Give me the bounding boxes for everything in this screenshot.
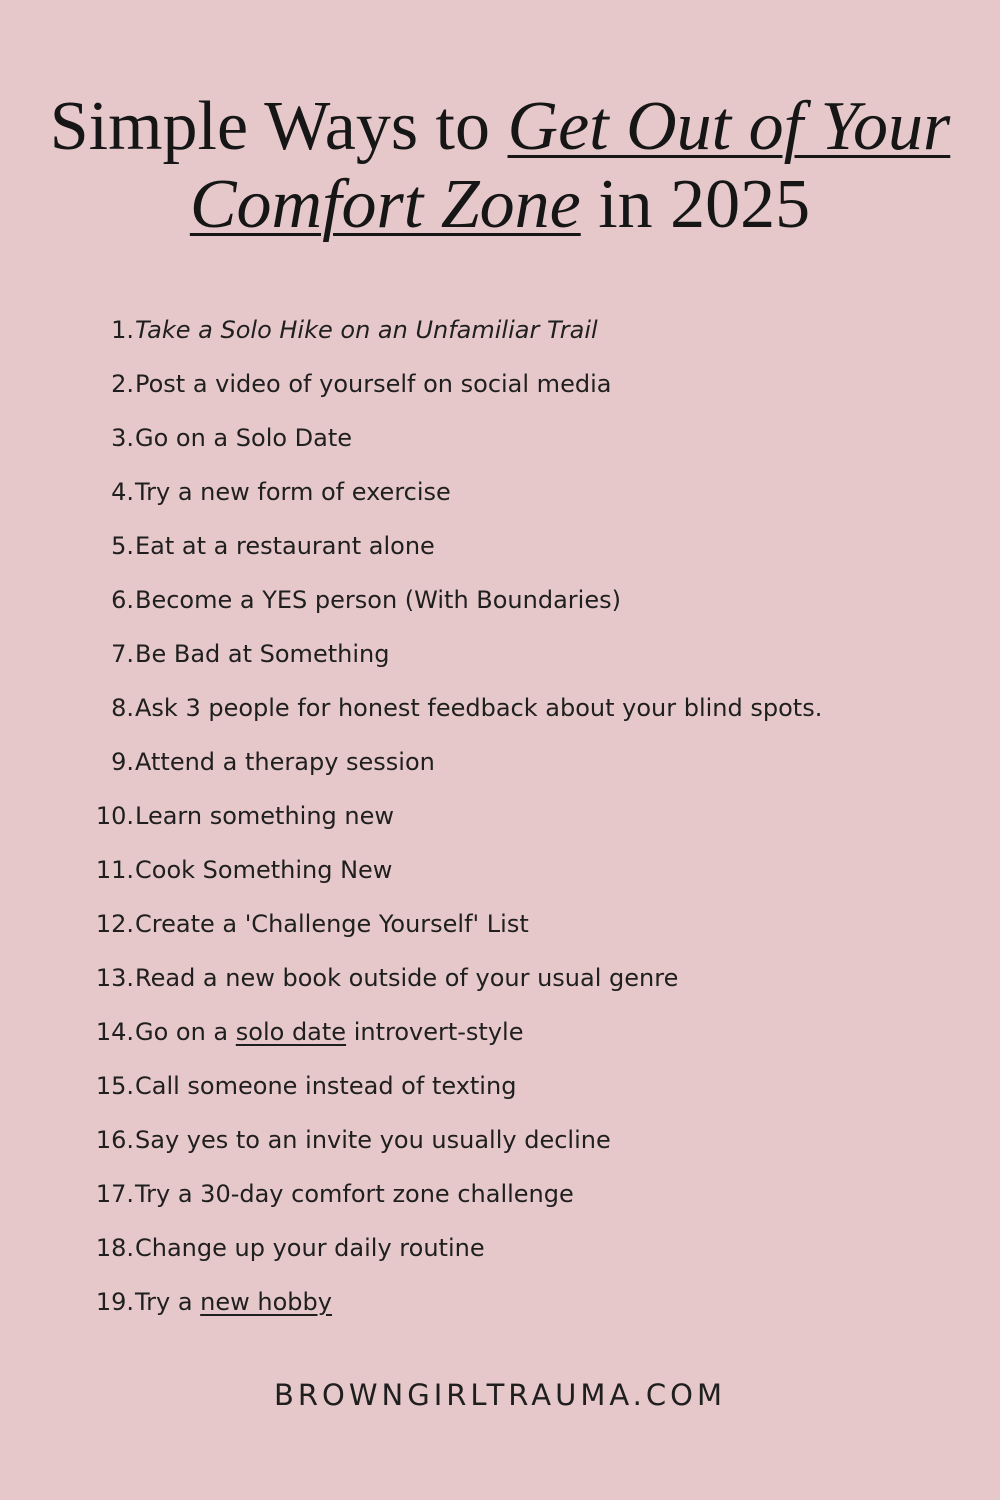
item-text: Be Bad at Something bbox=[135, 640, 390, 668]
list-item bbox=[0, 951, 1000, 1005]
list-item bbox=[0, 1275, 1000, 1329]
item-text bbox=[135, 1005, 523, 1059]
item-number: 7. bbox=[111, 640, 134, 668]
item-number: 9. bbox=[111, 748, 134, 776]
item-number: 10. bbox=[95, 802, 134, 830]
list-item bbox=[0, 681, 1000, 735]
title-emphasis-2: Comfort Zone bbox=[189, 166, 581, 243]
item-number: 11. bbox=[95, 856, 134, 884]
list-item bbox=[0, 519, 1000, 573]
item-text: Post a video of yourself on social media bbox=[135, 370, 612, 398]
title-text-2: in 2025 bbox=[580, 166, 811, 243]
item-number: 12. bbox=[95, 910, 134, 938]
item-text: Try a new form of exercise bbox=[135, 478, 451, 506]
item-number: 8. bbox=[111, 694, 134, 722]
item-text: Attend a therapy session bbox=[135, 748, 435, 776]
item-text: Eat at a restaurant alone bbox=[135, 532, 435, 560]
list-item bbox=[0, 789, 1000, 843]
item-number: 3. bbox=[111, 424, 134, 452]
item-number: 5. bbox=[111, 532, 134, 560]
list-item bbox=[0, 411, 1000, 465]
solo-date-link[interactable]: solo date bbox=[235, 1018, 347, 1046]
item-number: 4. bbox=[111, 478, 134, 506]
item-number: 13. bbox=[95, 964, 134, 992]
item-number: 14. bbox=[95, 1018, 134, 1046]
website-footer: BROWNGIRLTRAUMA.COM bbox=[274, 1378, 726, 1412]
item-text: Say yes to an invite you usually decline bbox=[135, 1126, 611, 1154]
list-item bbox=[0, 1113, 1000, 1167]
item-text: Learn something new bbox=[135, 802, 395, 830]
list-item bbox=[0, 897, 1000, 951]
title-text-1: Simple Ways to bbox=[49, 88, 508, 165]
list-item bbox=[0, 465, 1000, 519]
item-text: Take a Solo Hike on an Unfamiliar Trail bbox=[135, 316, 598, 344]
item-number: 2. bbox=[111, 370, 134, 398]
page-title bbox=[0, 88, 1000, 244]
list-item bbox=[0, 357, 1000, 411]
item-number: 15. bbox=[95, 1072, 134, 1100]
item-number: 6. bbox=[111, 586, 134, 614]
list-item bbox=[0, 735, 1000, 789]
item-text: Call someone instead of texting bbox=[135, 1072, 517, 1100]
list-item bbox=[0, 1167, 1000, 1221]
new-hobby-link[interactable]: new hobby bbox=[200, 1288, 332, 1316]
comfort-zone-list bbox=[0, 303, 1000, 1329]
item-text-prefix: Try a bbox=[135, 1288, 201, 1316]
item-text-suffix: introvert-style bbox=[346, 1018, 524, 1046]
list-item bbox=[0, 843, 1000, 897]
item-text: Cook Something New bbox=[135, 856, 393, 884]
item-text: Create a 'Challenge Yourself' List bbox=[135, 910, 529, 938]
title-emphasis-1: Get Out of Your bbox=[507, 88, 951, 165]
list-item bbox=[0, 1005, 1000, 1059]
item-text bbox=[135, 1275, 332, 1329]
item-text-prefix: Go on a bbox=[135, 1018, 236, 1046]
item-number: 19. bbox=[95, 1288, 134, 1316]
list-item bbox=[0, 627, 1000, 681]
list-item bbox=[0, 573, 1000, 627]
list-item bbox=[0, 1221, 1000, 1275]
item-number: 18. bbox=[95, 1234, 134, 1262]
item-text: Read a new book outside of your usual genre bbox=[135, 964, 679, 992]
item-number: 17. bbox=[95, 1180, 134, 1208]
item-text: Ask 3 people for honest feedback about your blind spots. bbox=[135, 694, 823, 722]
item-text: Go on a Solo Date bbox=[135, 424, 353, 452]
item-number: 1. bbox=[111, 316, 134, 344]
item-text: Change up your daily routine bbox=[135, 1234, 485, 1262]
list-item bbox=[0, 1059, 1000, 1113]
item-text: Become a YES person (With Boundaries) bbox=[135, 586, 621, 614]
item-number: 16. bbox=[95, 1126, 134, 1154]
item-text: Try a 30-day comfort zone challenge bbox=[135, 1180, 574, 1208]
list-item bbox=[0, 303, 1000, 357]
